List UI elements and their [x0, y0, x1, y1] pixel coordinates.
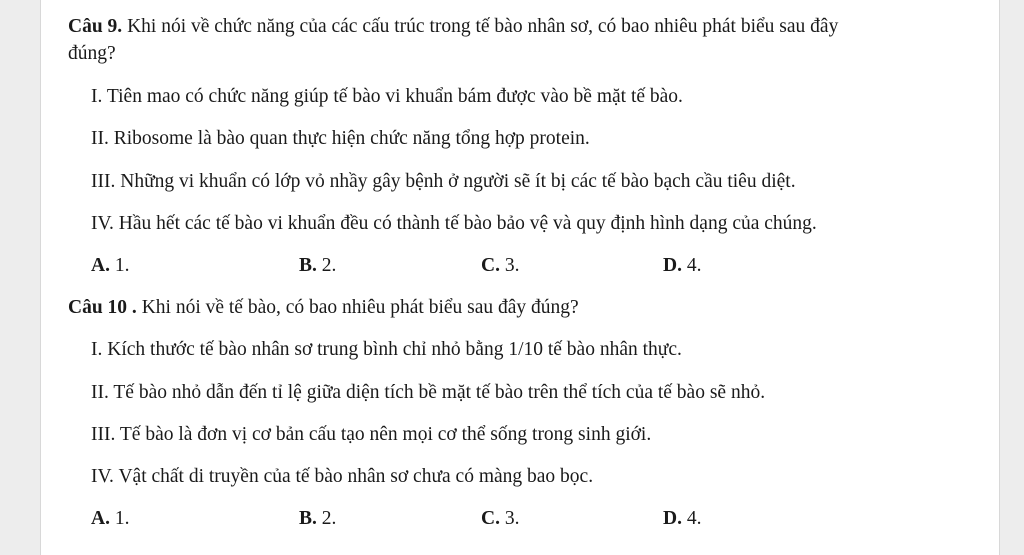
question-10-text: Khi nói về tế bào, có bao nhiêu phát biểu sau đây đúng? [141, 297, 579, 318]
q9-option-b [299, 254, 336, 278]
question-9-line-2 [68, 42, 116, 66]
question-9-number: Câu 9. [68, 16, 123, 37]
question-9-text-cont: đúng? [68, 43, 116, 64]
q9-option-c-label: C. [481, 255, 500, 276]
q10-option-c [481, 507, 519, 531]
question-10-number: Câu 10 . [68, 297, 137, 318]
q10-option-b-label: B. [299, 508, 317, 529]
q10-option-a [91, 507, 129, 531]
q9-option-c [481, 254, 519, 278]
q10-option-a-value: 1. [114, 508, 130, 529]
q10-option-d-label: D. [663, 508, 682, 529]
q9-option-d [663, 254, 701, 278]
q9-option-c-value: 3. [504, 255, 520, 276]
q9-statement-4: IV. Hầu hết các tế bào vi khuẩn đều có thành tế bào bảo vệ và quy định hình dạng của chúng. [91, 213, 817, 234]
q9-option-d-label: D. [663, 255, 682, 276]
question-9-text: Khi nói về chức năng của các cấu trúc trong tế bào nhân sơ, có bao nhiêu phát biểu sau đây [127, 16, 839, 37]
q9-option-a-label: A. [91, 255, 110, 276]
q9-statement-3: III. Những vi khuẩn có lớp vỏ nhầy gây bệnh ở người sẽ ít bị các tế bào bạch cầu tiêu diệt. [91, 171, 796, 192]
q10-statement-3: III. Tế bào là đơn vị cơ bản cấu tạo nên mọi cơ thể sống trong sinh giới. [91, 424, 652, 445]
q9-option-a-value: 1. [114, 255, 130, 276]
q10-option-a-label: A. [91, 508, 110, 529]
question-10-line-1 [68, 296, 579, 320]
q10-statement-4: IV. Vật chất di truyền của tế bào nhân sơ chưa có màng bao bọc. [91, 466, 594, 487]
q10-option-d-value: 4. [686, 508, 702, 529]
q10-statement-2: II. Tế bào nhỏ dẫn đến tỉ lệ giữa diện tích bề mặt tế bào trên thể tích của tế bào sẽ nhỏ. [91, 382, 766, 403]
q9-option-d-value: 4. [686, 255, 702, 276]
q9-statement-1: I. Tiên mao có chức năng giúp tế bào vi khuẩn bám được vào bề mặt tế bào. [91, 86, 683, 107]
q10-option-b [299, 507, 336, 531]
q10-option-c-label: C. [481, 508, 500, 529]
q10-option-c-value: 3. [504, 508, 520, 529]
q9-statement-2: II. Ribosome là bào quan thực hiện chức năng tổng hợp protein. [91, 128, 590, 149]
q9-option-b-label: B. [299, 255, 317, 276]
q10-option-d [663, 507, 701, 531]
q10-option-b-value: 2. [321, 508, 337, 529]
q10-statement-1: I. Kích thước tế bào nhân sơ trung bình chỉ nhỏ bằng 1/10 tế bào nhân thực. [91, 339, 682, 360]
q9-option-a [91, 254, 129, 278]
document-page [40, 0, 1000, 555]
q9-option-b-value: 2. [321, 255, 337, 276]
question-9-line-1 [68, 15, 838, 39]
